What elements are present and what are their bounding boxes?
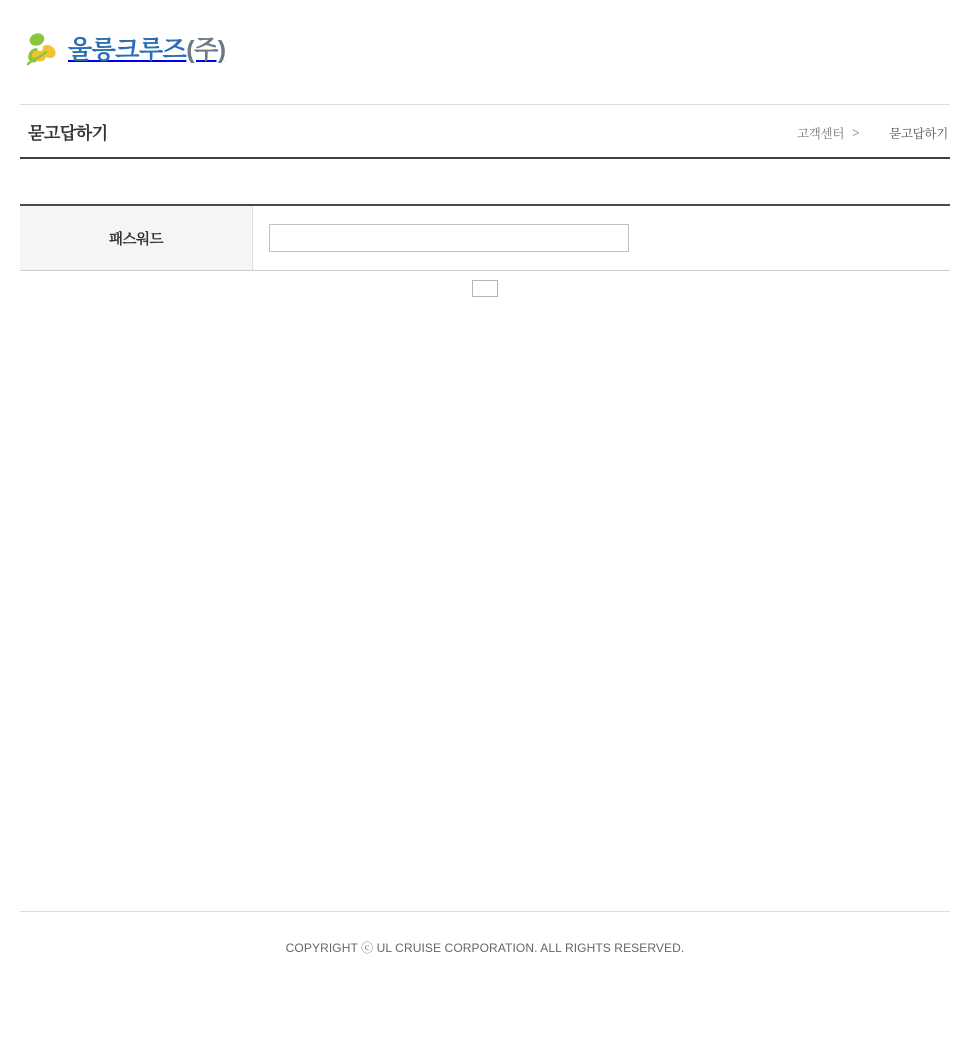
pinwheel-flower-logo-icon: [20, 28, 60, 72]
logo-text-main: 울릉크루즈: [68, 35, 187, 64]
site-logo-text: [68, 35, 226, 64]
page-titlebar: [20, 104, 950, 159]
password-field-cell: [253, 205, 951, 271]
form-actions: [20, 280, 950, 301]
page-title: 묻고답하기: [28, 124, 108, 143]
password-label: 패스워드: [20, 205, 253, 271]
breadcrumb-separator-icon: >: [852, 126, 860, 140]
password-form-table: [20, 204, 950, 271]
breadcrumb-current: 묻고답하기: [889, 127, 948, 141]
site-header: [0, 0, 970, 104]
main-content: [20, 159, 950, 301]
logo-text-suffix: (주): [186, 35, 226, 64]
table-row: [20, 205, 950, 271]
breadcrumb-parent[interactable]: 고객센터: [797, 127, 845, 141]
copyright-text: COPYRIGHT ⓒ UL CRUISE CORPORATION. ALL RIGHTS RESERVED.: [285, 941, 685, 955]
breadcrumb: [797, 124, 948, 142]
site-logo-link[interactable]: [20, 28, 226, 72]
site-footer: [20, 911, 950, 956]
confirm-button[interactable]: [472, 280, 498, 297]
password-input[interactable]: [269, 224, 629, 252]
